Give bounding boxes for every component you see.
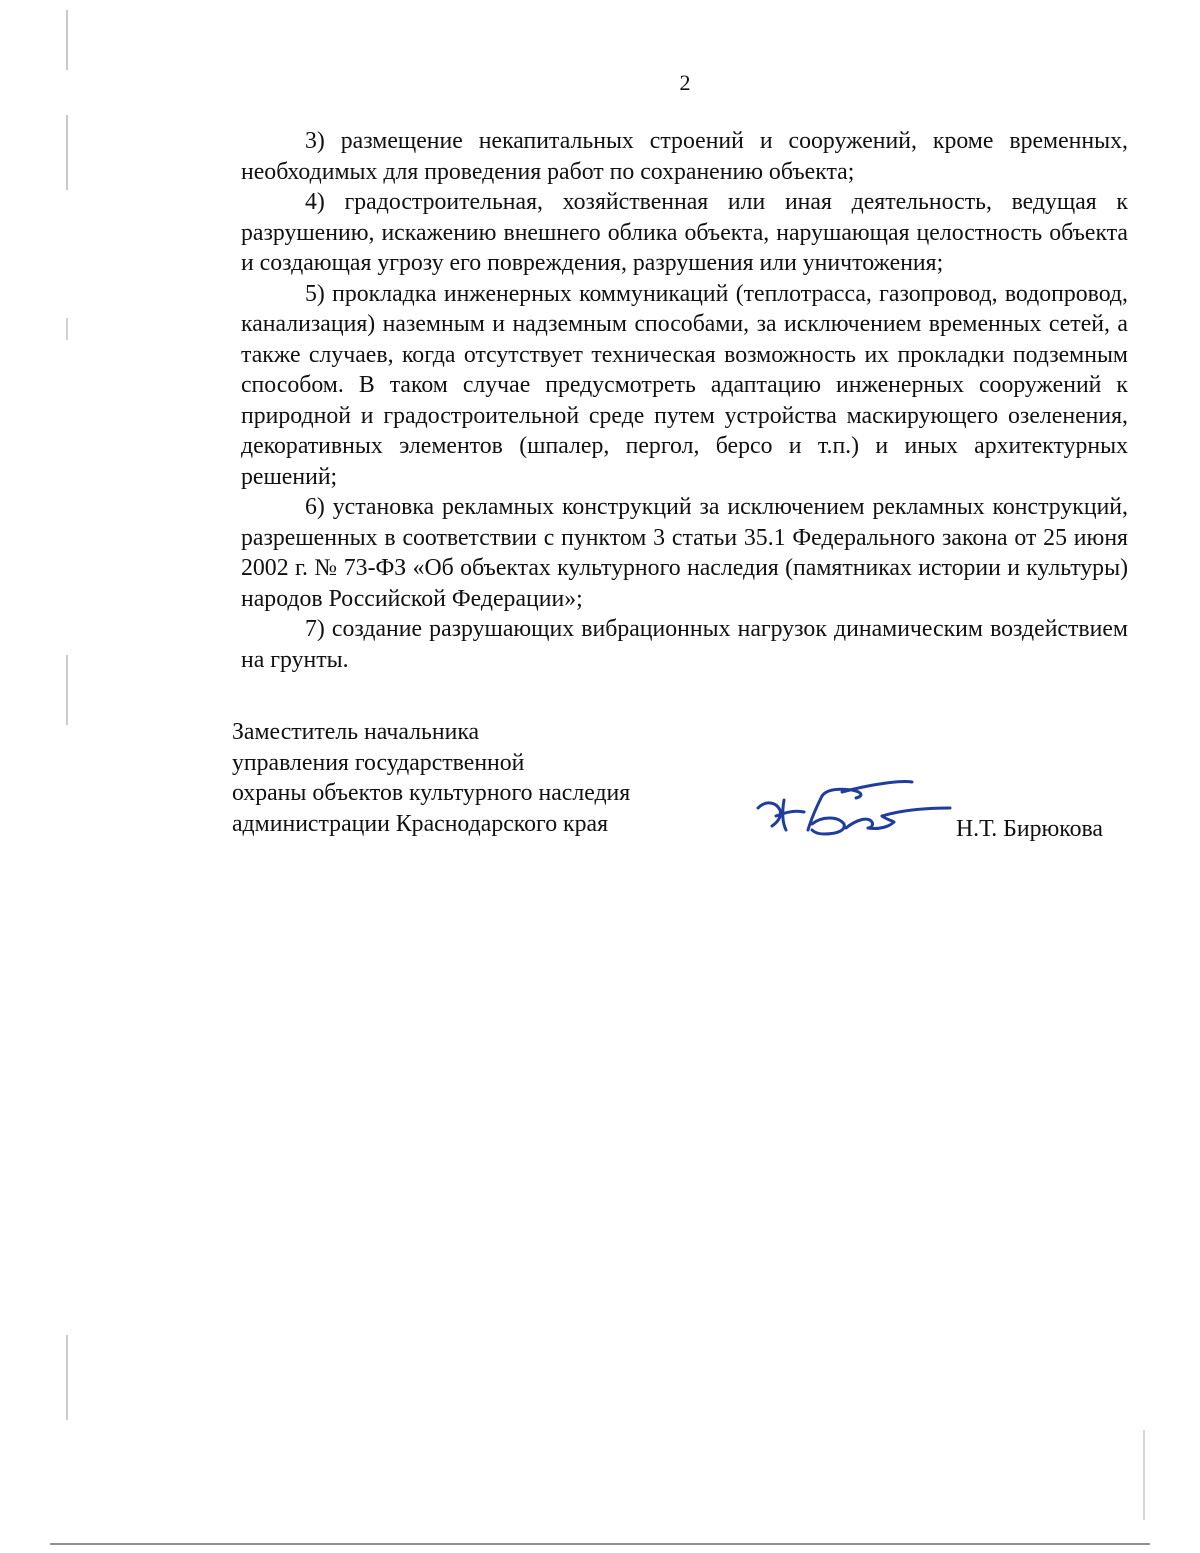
list-item-3: 3) размещение некапитальных строений и сооружений, кроме временных, необходимых для проведения работ по сохранению объекта; — [241, 128, 1128, 185]
position-line: администрации Краснодарского края — [232, 810, 609, 837]
signature-stroke — [842, 781, 912, 792]
signature-stroke — [812, 818, 844, 834]
signature-strokes — [758, 781, 950, 834]
position-line: Заместитель начальника — [232, 719, 480, 745]
scan-edge-mark — [66, 655, 68, 725]
scan-edge-mark — [66, 115, 68, 190]
document-body — [241, 126, 1128, 675]
scan-edge-mark — [66, 318, 68, 340]
list-item-6: 6) установка рекламных конструкций за исключением рекламных конструкций, разрешенных в соответствии с пунктом 3 статьи 35.1 Федерального закона от 25 июня 2002 г. № 73-ФЗ «Об объектах культурного наследия (памятниках истории и культуры) народов Российской Федерации»; — [241, 494, 1128, 612]
scan-edge-mark — [66, 1335, 68, 1420]
list-item-5: 5) прокладка инженерных коммуникаций (теплотрасса, газопровод, водопровод, канализация) наземным и надземным способами, за исключением временных сетей, а также случаев, когда отсутствует техническая возможность их прокладки подземным способом. В таком случае предусмотреть адаптацию инженерных сооружений к природной и градостроительной среде путем устройства маскирующего озеленения, декоративных элементов (шпалер, пергол, берсо и т.п.) и иных архитектурных решений; — [241, 280, 1128, 490]
signer-name: Н.Т. Бирюкова — [956, 816, 1103, 842]
position-line: управления государственной — [232, 749, 525, 776]
handwritten-signature — [752, 772, 952, 852]
scan-bottom-edge — [50, 1543, 1150, 1545]
signature-stroke — [882, 808, 950, 816]
list-item-4: 4) градостроительная, хозяйственная или иная деятельность, ведущая к разрушению, искажению внешнего облика объекта, нарушающая целостность объекта и создающая угрозу его повреждения, разрушения или уничтожения; — [241, 189, 1128, 276]
scan-edge-mark — [66, 10, 68, 70]
scan-edge-mark — [1143, 1430, 1145, 1520]
page-number: 2 — [679, 70, 691, 95]
position-line: охраны объектов культурного наследия — [232, 780, 631, 806]
list-item-7: 7) создание разрушающих вибрационных нагрузок динамическим воздействием на грунты. — [241, 616, 1128, 673]
signer-position — [232, 717, 630, 839]
